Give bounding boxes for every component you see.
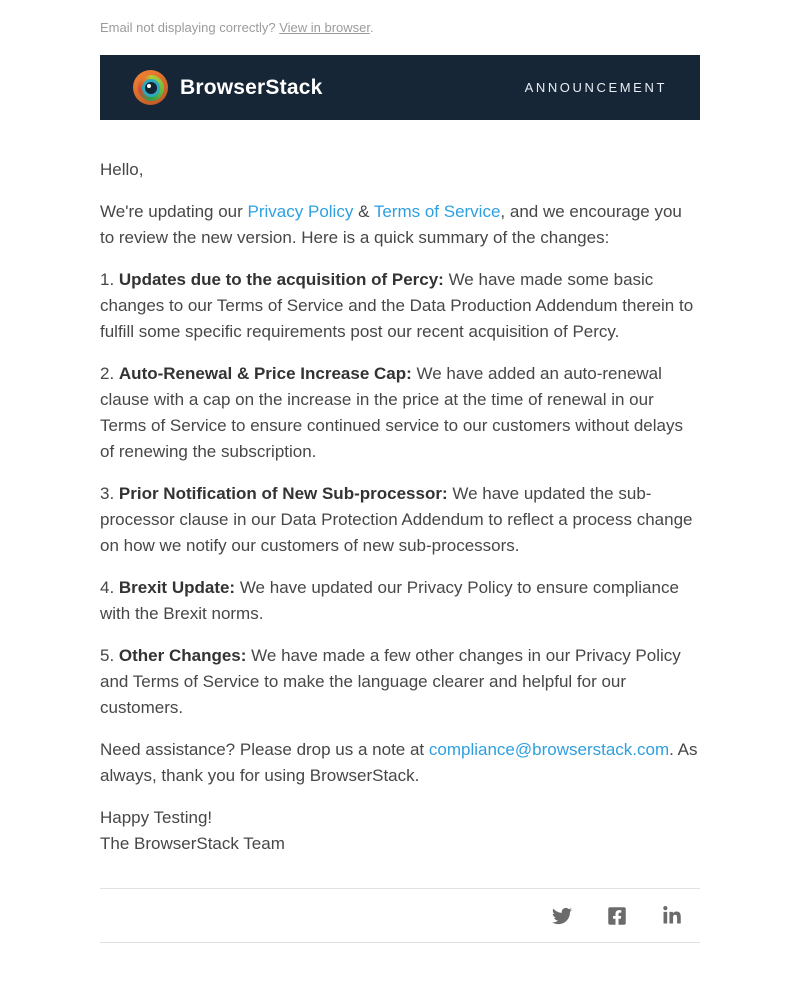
list-item-5 xyxy=(100,643,700,721)
item-4-number: 4. xyxy=(100,578,119,597)
item-2-title: Auto-Renewal & Price Increase Cap: xyxy=(118,364,412,383)
signoff-line2: The BrowserStack Team xyxy=(100,834,285,853)
item-1-number: 1. xyxy=(100,270,119,289)
browserstack-eye-icon xyxy=(133,70,168,105)
item-3-title: Prior Notification of New Sub-processor: xyxy=(118,484,448,503)
greeting-text: Hello, xyxy=(100,160,144,179)
item-5-text: We have made a few other changes in our Privacy Policy and Terms of Service to make the language clearer and helpful for our customers. xyxy=(100,646,681,717)
brand-wordmark: BrowserStack xyxy=(180,75,323,99)
linkedin-icon[interactable] xyxy=(662,906,682,926)
privacy-policy-link[interactable]: Privacy Policy xyxy=(247,202,354,221)
announcement-label: ANNOUNCEMENT xyxy=(524,80,667,95)
browserstack-logo[interactable] xyxy=(133,70,322,105)
terms-of-service-link[interactable]: Terms of Service xyxy=(373,202,501,221)
announcement-banner xyxy=(100,55,700,120)
item-5-title: Other Changes: xyxy=(118,646,247,665)
list-item-3 xyxy=(100,481,700,559)
intro-pre: We're updating our xyxy=(100,202,248,221)
intro-paragraph xyxy=(100,199,700,251)
item-4-title: Brexit Update: xyxy=(118,578,236,597)
assistance-paragraph xyxy=(100,737,700,789)
notice-text: Email not displaying correctly? xyxy=(100,20,280,35)
item-4-text: We have updated our Privacy Policy to ensure compliance with the Brexit norms. xyxy=(100,578,679,623)
assistance-pre: Need assistance? Please drop us a note at xyxy=(100,740,429,759)
signoff-line1: Happy Testing! xyxy=(100,808,213,827)
item-1-title: Updates due to the acquisition of Percy: xyxy=(118,270,444,289)
item-2-text: We have added an auto-renewal clause with a cap on the increase in the price at the time of renewal in our Terms of Service to ensure continued service to our customers without delays of renewing the subscription. xyxy=(100,364,683,461)
view-in-browser-link[interactable]: View in browser xyxy=(279,20,371,35)
list-item-2 xyxy=(100,361,700,465)
item-2-number: 2. xyxy=(100,364,119,383)
email-body xyxy=(100,120,700,857)
item-3-text: We have updated the sub-processor clause in our Data Protection Addendum to reflect a process change on how we notify our customers of new sub-processors. xyxy=(100,484,693,555)
compliance-email-link[interactable]: compliance@browserstack.com xyxy=(428,740,670,759)
facebook-icon[interactable] xyxy=(607,906,627,926)
twitter-icon[interactable] xyxy=(552,906,572,926)
item-3-number: 3. xyxy=(100,484,119,503)
intro-amp: & xyxy=(353,202,374,221)
signoff xyxy=(100,805,700,857)
intro-post: , and we encourage you to review the new version. Here is a quick summary of the changes: xyxy=(100,202,682,247)
list-item-4 xyxy=(100,575,700,627)
social-footer xyxy=(100,888,700,943)
view-in-browser-notice xyxy=(100,0,700,35)
assistance-post: . As always, thank you for using BrowserStack. xyxy=(100,740,698,785)
list-item-1 xyxy=(100,267,700,345)
notice-suffix: . xyxy=(370,20,374,35)
item-1-text: We have made some basic changes to our Terms of Service and the Data Production Addendum therein to fulfill some specific requirements post our recent acquisition of Percy. xyxy=(100,270,694,341)
email-content xyxy=(100,0,700,943)
item-5-number: 5. xyxy=(100,646,119,665)
